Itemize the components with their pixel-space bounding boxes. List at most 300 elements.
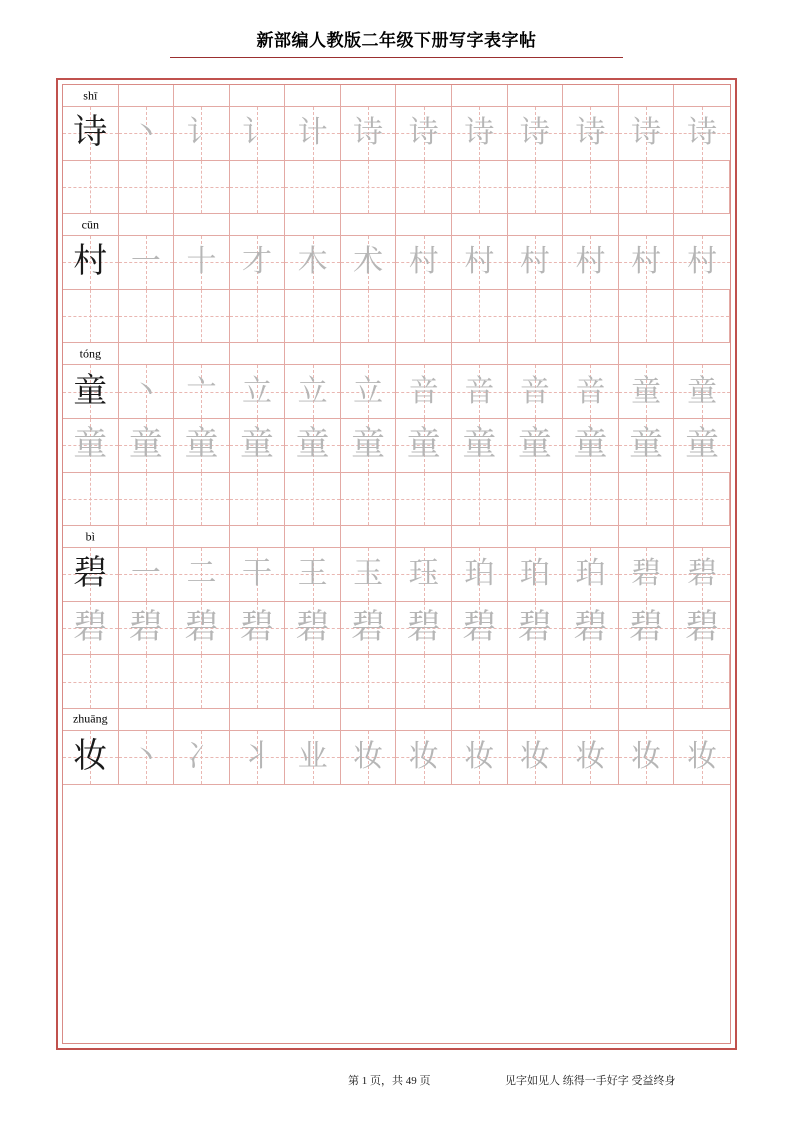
stroke-step: 诗 xyxy=(408,116,439,150)
guide-line-horizontal xyxy=(508,316,563,317)
grid-cell xyxy=(563,107,619,161)
stroke-step: 妆 xyxy=(353,740,384,774)
stroke-step: 冫 xyxy=(186,740,217,774)
guide-line-vertical xyxy=(479,161,480,214)
guide-line-horizontal xyxy=(174,187,229,188)
stroke-step: 丶 xyxy=(130,116,161,150)
guide-line-horizontal xyxy=(174,316,229,317)
grid-cell xyxy=(619,161,675,215)
grid-cell xyxy=(508,602,564,656)
trace-character: 碧 xyxy=(73,609,108,647)
model-character: 妆 xyxy=(73,738,108,776)
guide-line-vertical xyxy=(90,161,91,214)
stroke-step: 一 xyxy=(130,245,161,279)
grid-cell xyxy=(508,731,564,785)
trace-character: 童 xyxy=(295,426,330,464)
grid-row xyxy=(63,236,730,290)
pinyin-cell xyxy=(119,85,175,107)
model-character: 碧 xyxy=(73,555,108,593)
grid-cell xyxy=(119,107,175,161)
grid-cell xyxy=(619,107,675,161)
grid-cell xyxy=(508,419,564,473)
grid-cell xyxy=(396,548,452,602)
trace-character: 童 xyxy=(128,426,163,464)
guide-line-horizontal xyxy=(119,499,174,500)
pinyin-cell xyxy=(508,526,564,548)
grid-cell xyxy=(563,473,619,527)
grid-cell xyxy=(674,602,730,656)
stroke-step: 术 xyxy=(353,245,384,279)
stroke-step: 业 xyxy=(297,740,328,774)
guide-line-vertical xyxy=(146,161,147,214)
grid-cell xyxy=(452,473,508,527)
grid-cell xyxy=(174,473,230,527)
grid-cell xyxy=(230,731,286,785)
trace-character: 童 xyxy=(184,426,219,464)
grid-cell xyxy=(452,602,508,656)
grid-cell xyxy=(452,419,508,473)
stroke-step: 珏 xyxy=(408,557,439,591)
trace-character: 碧 xyxy=(128,609,163,647)
pinyin-cell xyxy=(230,85,286,107)
grid-cell xyxy=(619,290,675,344)
grid-row xyxy=(63,161,730,215)
grid-cell xyxy=(508,548,564,602)
grid-cell xyxy=(119,548,175,602)
stroke-step: 村 xyxy=(464,245,495,279)
grid-row xyxy=(63,290,730,344)
practice-sheet xyxy=(56,78,737,1050)
grid-cell xyxy=(341,419,397,473)
trace-character: 童 xyxy=(73,426,108,464)
stroke-step: 讠 xyxy=(242,116,273,150)
grid-row xyxy=(63,602,730,656)
trace-character: 碧 xyxy=(573,609,608,647)
guide-line-vertical xyxy=(535,473,536,526)
grid-cell xyxy=(285,548,341,602)
grid-cell xyxy=(341,473,397,527)
grid-cell xyxy=(396,473,452,527)
pinyin-cell xyxy=(619,526,675,548)
stroke-step: 丶 xyxy=(130,740,161,774)
guide-line-horizontal xyxy=(230,316,285,317)
pinyin-row xyxy=(63,214,730,236)
pinyin-cell xyxy=(674,343,730,365)
pinyin-cell xyxy=(674,214,730,236)
grid-cell xyxy=(119,473,175,527)
guide-line-vertical xyxy=(590,290,591,343)
grid-cell xyxy=(563,365,619,419)
pinyin-cell xyxy=(63,85,119,107)
stroke-step: 音 xyxy=(519,374,550,408)
guide-line-vertical xyxy=(201,290,202,343)
grid-cell xyxy=(63,731,119,785)
pinyin-label: tóng xyxy=(79,346,101,361)
guide-line-vertical xyxy=(535,161,536,214)
guide-line-horizontal xyxy=(452,682,507,683)
guide-line-horizontal xyxy=(452,187,507,188)
grid-cell xyxy=(674,548,730,602)
guide-line-horizontal xyxy=(508,187,563,188)
trace-character: 碧 xyxy=(351,609,386,647)
pinyin-cell xyxy=(341,85,397,107)
trace-character: 碧 xyxy=(685,609,720,647)
guide-line-horizontal xyxy=(341,187,396,188)
grid-row xyxy=(63,419,730,473)
guide-line-horizontal xyxy=(619,499,674,500)
stroke-step: 计 xyxy=(297,116,328,150)
pinyin-cell xyxy=(63,343,119,365)
grid-cell xyxy=(63,602,119,656)
pinyin-cell xyxy=(563,709,619,731)
stroke-step: 村 xyxy=(631,245,662,279)
page-number: 第 1 页，共 49 页 xyxy=(348,1075,431,1087)
stroke-step: 立 xyxy=(353,374,384,408)
stroke-step: 妆 xyxy=(687,740,718,774)
grid-cell xyxy=(674,161,730,215)
pinyin-cell xyxy=(285,526,341,548)
pinyin-cell xyxy=(119,709,175,731)
stroke-step: 珀 xyxy=(575,557,606,591)
pinyin-cell xyxy=(563,85,619,107)
trace-character: 碧 xyxy=(240,609,275,647)
grid-cell xyxy=(230,548,286,602)
stroke-step: 村 xyxy=(519,245,550,279)
guide-line-vertical xyxy=(646,473,647,526)
stroke-step: 诗 xyxy=(464,116,495,150)
pinyin-cell xyxy=(341,343,397,365)
trace-character: 童 xyxy=(517,426,552,464)
pinyin-cell xyxy=(174,343,230,365)
pinyin-cell xyxy=(230,526,286,548)
guide-line-vertical xyxy=(424,655,425,708)
trace-character: 碧 xyxy=(406,609,441,647)
grid-cell xyxy=(508,107,564,161)
stroke-step: 村 xyxy=(408,245,439,279)
pinyin-cell xyxy=(174,709,230,731)
grid-cell xyxy=(230,236,286,290)
guide-line-vertical xyxy=(479,290,480,343)
pinyin-cell xyxy=(452,709,508,731)
pinyin-cell xyxy=(452,214,508,236)
grid-cell xyxy=(119,419,175,473)
trace-character: 童 xyxy=(629,426,664,464)
stroke-step: 亠 xyxy=(186,374,217,408)
grid-cell xyxy=(285,236,341,290)
stroke-step: 珀 xyxy=(464,557,495,591)
guide-line-horizontal xyxy=(119,682,174,683)
stroke-step: 二 xyxy=(186,557,217,591)
stroke-step: 立 xyxy=(242,374,273,408)
guide-line-vertical xyxy=(424,473,425,526)
pinyin-label: shī xyxy=(83,88,98,102)
title-underline xyxy=(170,57,623,58)
stroke-step: 木 xyxy=(297,245,328,279)
grid-cell xyxy=(452,655,508,709)
pinyin-label: zhuāng xyxy=(72,711,108,726)
grid-cell xyxy=(285,655,341,709)
guide-line-horizontal xyxy=(674,682,729,683)
grid-cell xyxy=(174,236,230,290)
grid-cell xyxy=(341,602,397,656)
grid-cell xyxy=(119,655,175,709)
grid-cell xyxy=(174,602,230,656)
grid-cell xyxy=(63,161,119,215)
guide-line-vertical xyxy=(702,290,703,343)
stroke-step: 十 xyxy=(186,245,217,279)
grid-cell xyxy=(619,236,675,290)
pinyin-cell xyxy=(341,709,397,731)
pinyin-cell xyxy=(674,85,730,107)
guide-line-vertical xyxy=(702,473,703,526)
pinyin-label: cūn xyxy=(81,217,99,232)
guide-line-horizontal xyxy=(174,682,229,683)
pinyin-cell xyxy=(63,709,119,731)
trace-character: 童 xyxy=(573,426,608,464)
pinyin-cell xyxy=(285,709,341,731)
guide-line-vertical xyxy=(368,473,369,526)
model-character: 诗 xyxy=(73,114,108,152)
grid-cell xyxy=(230,473,286,527)
grid-cell xyxy=(174,655,230,709)
grid-cell xyxy=(341,365,397,419)
grid-cell xyxy=(619,365,675,419)
grid-cell xyxy=(396,419,452,473)
guide-line-vertical xyxy=(535,290,536,343)
guide-line-vertical xyxy=(424,161,425,214)
grid-cell xyxy=(508,290,564,344)
grid-cell xyxy=(452,290,508,344)
guide-line-vertical xyxy=(646,290,647,343)
guide-line-horizontal xyxy=(563,187,618,188)
pinyin-cell xyxy=(230,343,286,365)
stroke-step: 丶 xyxy=(130,374,161,408)
pinyin-cell xyxy=(452,85,508,107)
model-character: 村 xyxy=(73,243,108,281)
grid-cell xyxy=(508,473,564,527)
model-character: 童 xyxy=(73,372,108,410)
pinyin-cell xyxy=(341,526,397,548)
stroke-step: 诗 xyxy=(631,116,662,150)
stroke-step: 妆 xyxy=(408,740,439,774)
guide-line-horizontal xyxy=(396,187,451,188)
trace-character: 碧 xyxy=(184,609,219,647)
guide-line-horizontal xyxy=(285,682,340,683)
pinyin-cell xyxy=(508,214,564,236)
guide-line-horizontal xyxy=(285,316,340,317)
grid-cell xyxy=(63,236,119,290)
guide-line-vertical xyxy=(368,655,369,708)
guide-line-vertical xyxy=(257,655,258,708)
grid-cell xyxy=(230,290,286,344)
guide-line-horizontal xyxy=(63,499,118,500)
stroke-step: 丬 xyxy=(242,740,273,774)
grid-cell xyxy=(285,602,341,656)
guide-line-horizontal xyxy=(674,316,729,317)
guide-line-horizontal xyxy=(119,316,174,317)
guide-line-horizontal xyxy=(230,187,285,188)
grid-cell xyxy=(674,290,730,344)
grid-cell xyxy=(119,365,175,419)
grid-cell xyxy=(230,655,286,709)
pinyin-cell xyxy=(285,85,341,107)
grid-cell xyxy=(396,236,452,290)
grid-cell xyxy=(452,236,508,290)
grid-cell xyxy=(396,655,452,709)
stroke-step: 碧 xyxy=(687,557,718,591)
stroke-step: 音 xyxy=(575,374,606,408)
grid-cell xyxy=(285,365,341,419)
grid-cell xyxy=(396,731,452,785)
grid-cell xyxy=(119,161,175,215)
grid-cell xyxy=(396,365,452,419)
pinyin-row xyxy=(63,709,730,731)
guide-line-vertical xyxy=(146,655,147,708)
pinyin-cell xyxy=(63,214,119,236)
pinyin-cell xyxy=(563,343,619,365)
guide-line-vertical xyxy=(424,290,425,343)
grid-cell xyxy=(119,236,175,290)
guide-line-horizontal xyxy=(174,499,229,500)
grid-cell xyxy=(674,107,730,161)
pinyin-row xyxy=(63,526,730,548)
grid-row xyxy=(63,107,730,161)
grid-cell xyxy=(174,365,230,419)
guide-line-horizontal xyxy=(508,499,563,500)
trace-character: 童 xyxy=(240,426,275,464)
stroke-step: 珀 xyxy=(519,557,550,591)
pinyin-cell xyxy=(341,214,397,236)
pinyin-row xyxy=(63,343,730,365)
guide-line-horizontal xyxy=(563,499,618,500)
grid-cell xyxy=(230,107,286,161)
grid-cell xyxy=(619,419,675,473)
pinyin-cell xyxy=(563,526,619,548)
grid-cell xyxy=(619,655,675,709)
grid-cell xyxy=(396,107,452,161)
trace-character: 童 xyxy=(685,426,720,464)
guide-line-vertical xyxy=(257,290,258,343)
pinyin-cell xyxy=(63,526,119,548)
guide-line-vertical xyxy=(479,655,480,708)
guide-line-horizontal xyxy=(619,316,674,317)
grid-cell xyxy=(341,548,397,602)
grid-cell xyxy=(452,107,508,161)
grid-cell xyxy=(674,473,730,527)
guide-line-vertical xyxy=(313,473,314,526)
guide-line-horizontal xyxy=(452,499,507,500)
pinyin-cell xyxy=(230,709,286,731)
pinyin-cell xyxy=(619,343,675,365)
pinyin-cell xyxy=(619,85,675,107)
pinyin-cell xyxy=(674,709,730,731)
stroke-step: 诗 xyxy=(353,116,384,150)
grid-cell xyxy=(674,731,730,785)
guide-line-horizontal xyxy=(341,316,396,317)
grid-cell xyxy=(63,473,119,527)
guide-line-horizontal xyxy=(563,316,618,317)
grid-cell xyxy=(674,419,730,473)
guide-line-horizontal xyxy=(508,682,563,683)
practice-grid xyxy=(62,84,731,1044)
grid-cell xyxy=(452,161,508,215)
grid-cell xyxy=(63,655,119,709)
page-title: 新部编人教版二年级下册写字表字帖 xyxy=(256,31,537,50)
grid-cell xyxy=(174,731,230,785)
pinyin-cell xyxy=(619,709,675,731)
grid-cell xyxy=(341,290,397,344)
grid-cell xyxy=(230,419,286,473)
grid-cell xyxy=(396,290,452,344)
grid-cell xyxy=(563,731,619,785)
guide-line-vertical xyxy=(590,473,591,526)
grid-cell xyxy=(174,548,230,602)
pinyin-cell xyxy=(174,85,230,107)
pinyin-cell xyxy=(119,214,175,236)
guide-line-vertical xyxy=(313,290,314,343)
grid-row xyxy=(63,731,730,785)
grid-cell xyxy=(508,236,564,290)
pinyin-cell xyxy=(452,526,508,548)
guide-line-horizontal xyxy=(230,499,285,500)
guide-line-horizontal xyxy=(63,187,118,188)
grid-cell xyxy=(563,236,619,290)
pinyin-cell xyxy=(174,214,230,236)
grid-cell xyxy=(174,419,230,473)
stroke-step: 玉 xyxy=(353,557,384,591)
grid-cell xyxy=(174,161,230,215)
pinyin-cell xyxy=(508,85,564,107)
grid-row xyxy=(63,473,730,527)
guide-line-horizontal xyxy=(341,499,396,500)
guide-line-horizontal xyxy=(63,316,118,317)
grid-cell xyxy=(63,107,119,161)
grid-cell xyxy=(619,548,675,602)
grid-cell xyxy=(619,602,675,656)
grid-cell xyxy=(563,548,619,602)
guide-line-horizontal xyxy=(674,499,729,500)
guide-line-horizontal xyxy=(619,187,674,188)
grid-cell xyxy=(341,731,397,785)
stroke-step: 村 xyxy=(687,245,718,279)
pinyin-cell xyxy=(285,343,341,365)
guide-line-vertical xyxy=(146,473,147,526)
pinyin-cell xyxy=(285,214,341,236)
guide-line-horizontal xyxy=(563,682,618,683)
grid-cell xyxy=(563,161,619,215)
grid-cell xyxy=(563,290,619,344)
guide-line-vertical xyxy=(201,655,202,708)
pinyin-cell xyxy=(119,343,175,365)
page-title-wrap xyxy=(0,26,793,57)
stroke-step: 童 xyxy=(687,374,718,408)
grid-cell xyxy=(285,731,341,785)
pinyin-cell xyxy=(230,214,286,236)
grid-cell xyxy=(63,365,119,419)
guide-line-horizontal xyxy=(674,187,729,188)
guide-line-vertical xyxy=(313,161,314,214)
grid-cell xyxy=(341,107,397,161)
stroke-step: 妆 xyxy=(519,740,550,774)
grid-cell xyxy=(63,419,119,473)
grid-cell xyxy=(396,602,452,656)
guide-line-horizontal xyxy=(230,682,285,683)
grid-cell xyxy=(619,473,675,527)
guide-line-vertical xyxy=(702,161,703,214)
grid-cell xyxy=(119,290,175,344)
guide-line-vertical xyxy=(702,655,703,708)
trace-character: 碧 xyxy=(517,609,552,647)
